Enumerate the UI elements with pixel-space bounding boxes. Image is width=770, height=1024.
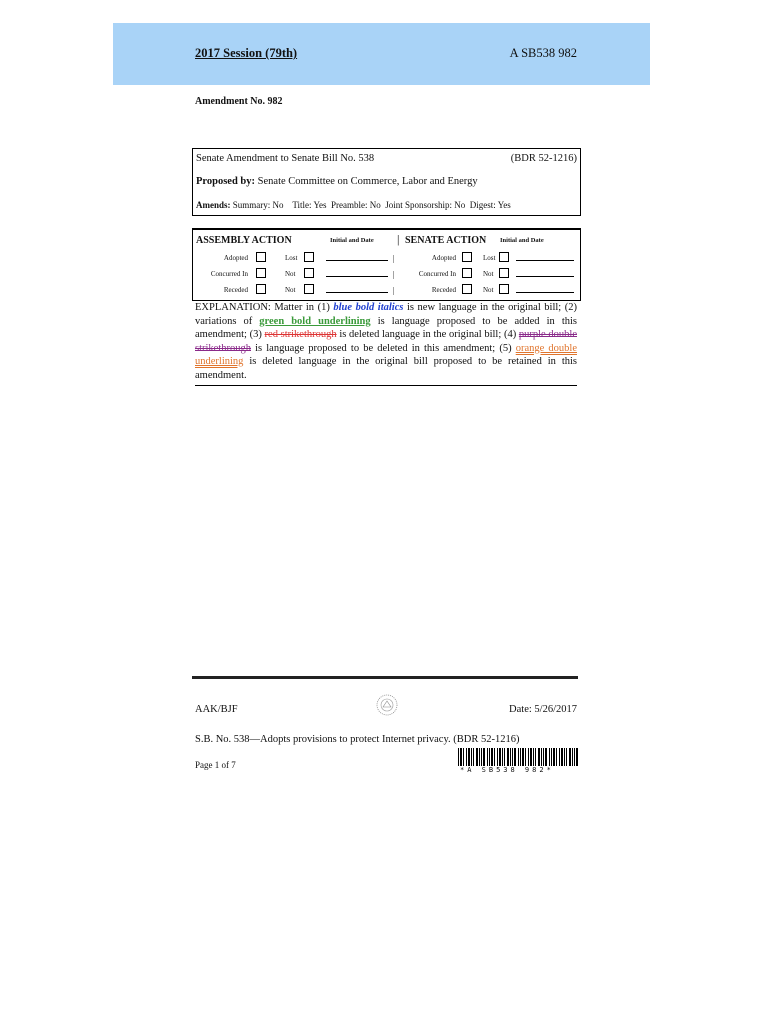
assembly-initial-date-label: Initial and Date	[330, 237, 374, 244]
senate-initial-date-label: Initial and Date	[500, 237, 544, 244]
assembly-lost-checkbox[interactable]	[304, 252, 314, 262]
row-divider: |	[393, 286, 395, 295]
explanation-text: is language proposed to be added in this amendment; (3)	[195, 315, 578, 340]
barcode	[458, 748, 578, 766]
senate-initial-field[interactable]	[516, 252, 574, 261]
senate-receded-checkbox[interactable]	[462, 284, 472, 294]
bill-id: A SB538 982	[509, 46, 577, 60]
page-number: Page 1 of 7	[195, 760, 236, 770]
explanation-text: is deleted language in the original bill; (4)	[336, 329, 519, 340]
action-separator: |	[397, 232, 400, 246]
senate-row-adopted-label: Adopted	[431, 254, 456, 262]
assembly-row-receded-label: Receded	[223, 286, 248, 294]
summary-box	[192, 148, 581, 216]
footer-rule	[192, 676, 578, 679]
assembly-adopted-checkbox[interactable]	[256, 252, 266, 262]
senate-initial-field[interactable]	[516, 268, 574, 277]
amendment-description: Senate Amendment to Senate Bill No. 538	[196, 153, 375, 164]
senate-not-receded-checkbox[interactable]	[499, 284, 509, 294]
explanation-text: is new language in the original bill; (2) variations of	[195, 302, 577, 327]
assembly-row-concurred-label: Concurred In	[210, 270, 248, 278]
assembly-initial-field[interactable]	[326, 284, 388, 293]
assembly-receded-checkbox[interactable]	[256, 284, 266, 294]
senate-row-concurred-label: Concurred In	[418, 270, 456, 278]
senate-lost-checkbox[interactable]	[499, 252, 509, 262]
assembly-initial-field[interactable]	[326, 252, 388, 261]
amends-label: Amends:	[196, 200, 231, 210]
amendment-number: Amendment No. 982	[195, 96, 283, 107]
explanation-red-sample: red strikethrough	[264, 329, 337, 340]
explanation-text: is deleted language in the original bill proposed to be retained in this amendment.	[195, 356, 577, 381]
action-box	[192, 228, 581, 301]
senate-not-concurred-checkbox[interactable]	[499, 268, 509, 278]
explanation-purple-sample: purple double strikethrough	[195, 329, 577, 354]
amendment-date: Date: 5/26/2017	[509, 704, 577, 715]
senate-action-title: SENATE ACTION	[405, 235, 487, 246]
explanation-blue-sample: blue bold italics	[333, 302, 404, 313]
drafter-initials: AAK/BJF	[195, 704, 238, 715]
proposed-by-label: Proposed by:	[196, 176, 256, 187]
assembly-lost-label: Lost	[285, 254, 298, 262]
explanation-text: is language proposed to be deleted in this amendment; (5)	[251, 342, 516, 354]
senate-concurred-checkbox[interactable]	[462, 268, 472, 278]
senate-not-label: Not	[483, 270, 494, 278]
amends-line	[196, 200, 511, 210]
senate-adopted-checkbox[interactable]	[462, 252, 472, 262]
amends-value: Summary: No Title: Yes Preamble: No Joint Sponsorship: No Digest: Yes	[232, 200, 511, 210]
bill-digest: S.B. No. 538—Adopts provisions to protect Internet privacy. (BDR 52-1216)	[195, 734, 520, 745]
senate-initial-field[interactable]	[516, 284, 574, 293]
assembly-action-title: ASSEMBLY ACTION	[196, 235, 292, 246]
proposed-by-value: Senate Committee on Commerce, Labor and Energy	[257, 176, 478, 187]
barcode-label: *A SB538 982*	[460, 766, 554, 774]
explanation-paragraph	[195, 301, 577, 386]
assembly-not-receded-label: Not	[285, 286, 296, 294]
assembly-not-label: Not	[285, 270, 296, 278]
assembly-not-receded-checkbox[interactable]	[304, 284, 314, 294]
bdr-number: (BDR 52-1216)	[510, 153, 577, 164]
assembly-row-adopted-label: Adopted	[223, 254, 248, 262]
assembly-not-concurred-checkbox[interactable]	[304, 268, 314, 278]
session-title: 2017 Session (79th)	[195, 46, 298, 60]
senate-lost-label: Lost	[483, 254, 496, 262]
proposed-by	[196, 176, 478, 187]
state-seal-icon	[375, 693, 399, 717]
assembly-initial-field[interactable]	[326, 268, 388, 277]
explanation-green-sample: green bold underlining	[259, 315, 371, 327]
assembly-concurred-checkbox[interactable]	[256, 268, 266, 278]
row-divider: |	[393, 270, 395, 279]
row-divider: |	[393, 254, 395, 263]
explanation-text: EXPLANATION: Matter in (1)	[195, 302, 334, 313]
senate-not-receded-label: Not	[483, 286, 494, 294]
explanation-orange-sample: orange double underlining	[195, 342, 577, 367]
senate-row-receded-label: Receded	[431, 286, 456, 294]
